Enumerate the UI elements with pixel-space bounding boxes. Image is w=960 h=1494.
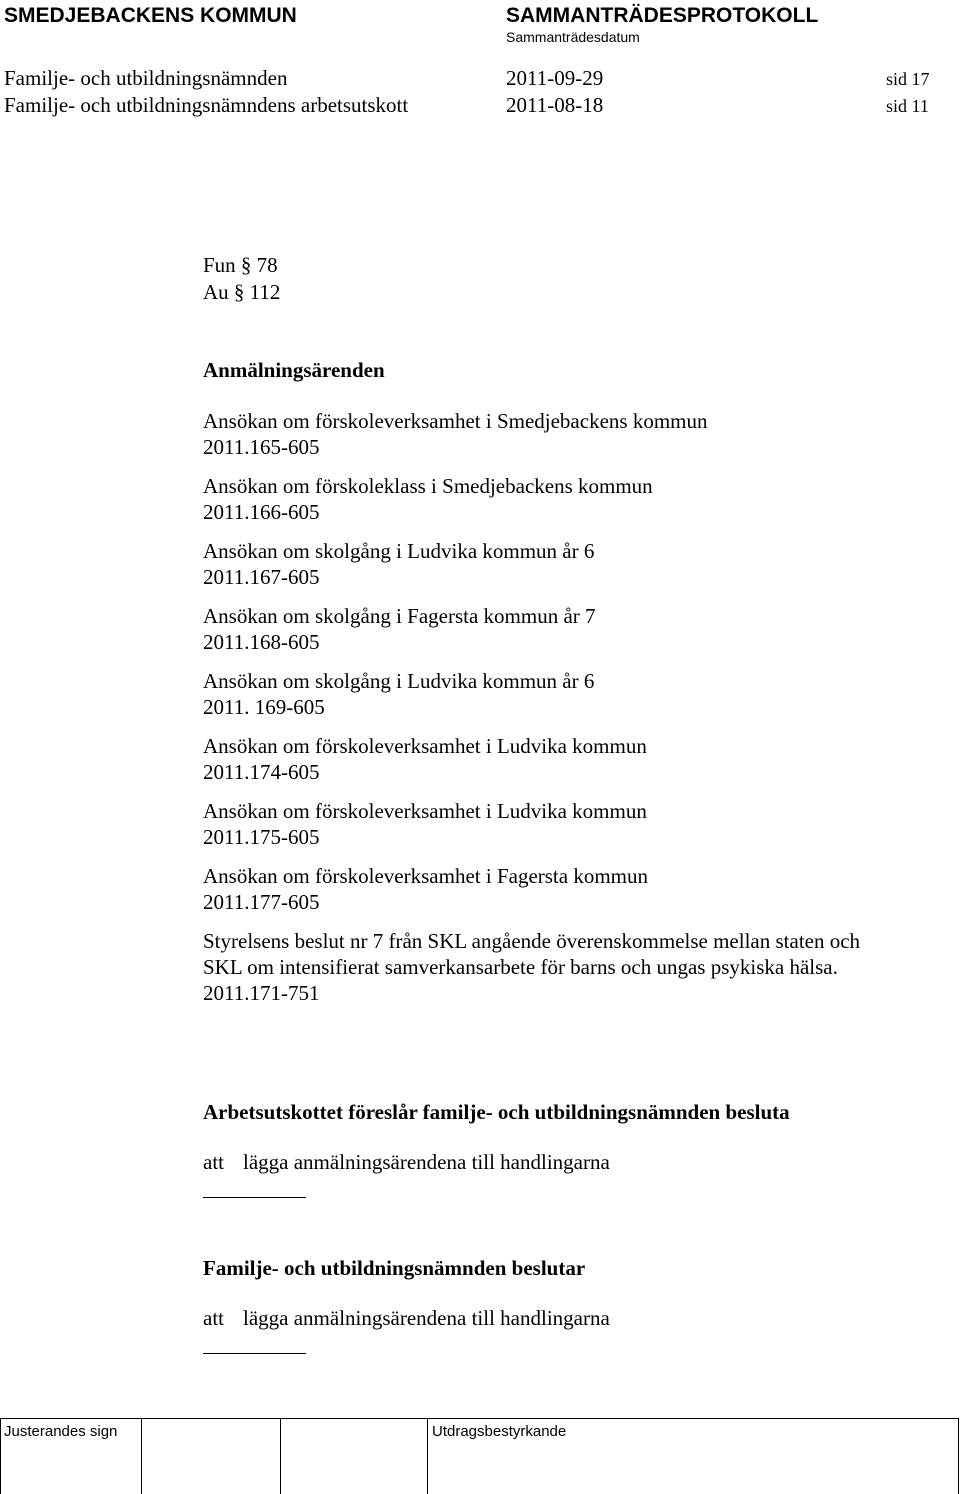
footer-divider bbox=[280, 1418, 281, 1494]
footer-divider bbox=[427, 1418, 428, 1494]
document-type: SAMMANTRÄDESPROTOKOLL bbox=[506, 4, 819, 27]
page-title: Anmälningsärenden bbox=[203, 358, 385, 382]
paragraph-au: Au § 112 bbox=[203, 280, 281, 304]
proposal-att: att bbox=[203, 1150, 224, 1174]
header-body-2: Familje- och utbildningsnämndens arbetsutskott bbox=[4, 93, 409, 117]
item-number: 2011.165-605 bbox=[203, 435, 320, 459]
header-date-2: 2011-08-18 bbox=[506, 93, 604, 117]
item-number: 2011.166-605 bbox=[203, 500, 320, 524]
item-title: Ansökan om skolgång i Ludvika kommun år 6 bbox=[203, 539, 595, 563]
header-body-1: Familje- och utbildningsnämnden bbox=[4, 66, 288, 90]
list-item bbox=[203, 863, 903, 915]
item-title: Ansökan om skolgång i Ludvika kommun år 6 bbox=[203, 669, 595, 693]
header-date-1: 2011-09-29 bbox=[506, 66, 604, 90]
item-number: 2011. 169-605 bbox=[203, 695, 325, 719]
footer-divider bbox=[958, 1418, 959, 1494]
proposal-end-rule bbox=[203, 1197, 306, 1198]
paragraph-fun: Fun § 78 bbox=[203, 253, 278, 277]
item-title: Ansökan om förskoleklass i Smedjebackens kommun bbox=[203, 474, 653, 498]
item-number: 2011.167-605 bbox=[203, 565, 320, 589]
proposal-text: lägga anmälningsärendena till handlingarna bbox=[243, 1150, 610, 1174]
item-title: Styrelsens beslut nr 7 från SKL angående överenskommelse mellan staten och SKL om intensifierat samverkansarbete för barns och ungas psykiska hälsa. bbox=[203, 929, 861, 979]
list-item bbox=[203, 473, 903, 525]
list-item bbox=[203, 928, 903, 1006]
decision-att: att bbox=[203, 1306, 224, 1330]
footer-divider bbox=[141, 1418, 142, 1494]
item-title: Ansökan om förskoleverksamhet i Fagersta kommun bbox=[203, 864, 648, 888]
header-page-1: sid 17 bbox=[886, 69, 930, 89]
item-number: 2011.175-605 bbox=[203, 825, 320, 849]
item-number: 2011.168-605 bbox=[203, 630, 320, 654]
signature-label: Justerandes sign bbox=[4, 1423, 118, 1440]
municipality-name: SMEDJEBACKENS KOMMUN bbox=[4, 4, 297, 27]
item-title: Ansökan om förskoleverksamhet i Ludvika kommun bbox=[203, 799, 647, 823]
list-item bbox=[203, 668, 903, 720]
item-number: 2011.171-751 bbox=[203, 981, 320, 1005]
item-number: 2011.174-605 bbox=[203, 760, 320, 784]
extract-label: Utdragsbestyrkande bbox=[432, 1423, 567, 1440]
item-number: 2011.177-605 bbox=[203, 890, 320, 914]
proposal-heading: Arbetsutskottet föreslår familje- och utbildningsnämnden besluta bbox=[203, 1100, 790, 1124]
list-item bbox=[203, 408, 903, 460]
list-item bbox=[203, 733, 903, 785]
footer-divider bbox=[0, 1418, 1, 1494]
decision-text: lägga anmälningsärendena till handlingarna bbox=[243, 1306, 610, 1330]
footer-top-rule bbox=[0, 1418, 958, 1419]
decision-end-rule bbox=[203, 1353, 306, 1354]
decision-heading: Familje- och utbildningsnämnden beslutar bbox=[203, 1256, 586, 1280]
item-title: Ansökan om förskoleverksamhet i Smedjebackens kommun bbox=[203, 409, 708, 433]
item-title: Ansökan om skolgång i Fagersta kommun år 7 bbox=[203, 604, 596, 628]
header-page-2: sid 11 bbox=[886, 96, 929, 116]
list-item bbox=[203, 603, 903, 655]
item-title: Ansökan om förskoleverksamhet i Ludvika kommun bbox=[203, 734, 647, 758]
list-item bbox=[203, 798, 903, 850]
item-list bbox=[203, 408, 903, 1019]
list-item bbox=[203, 538, 903, 590]
meeting-date-label: Sammanträdesdatum bbox=[506, 29, 640, 45]
